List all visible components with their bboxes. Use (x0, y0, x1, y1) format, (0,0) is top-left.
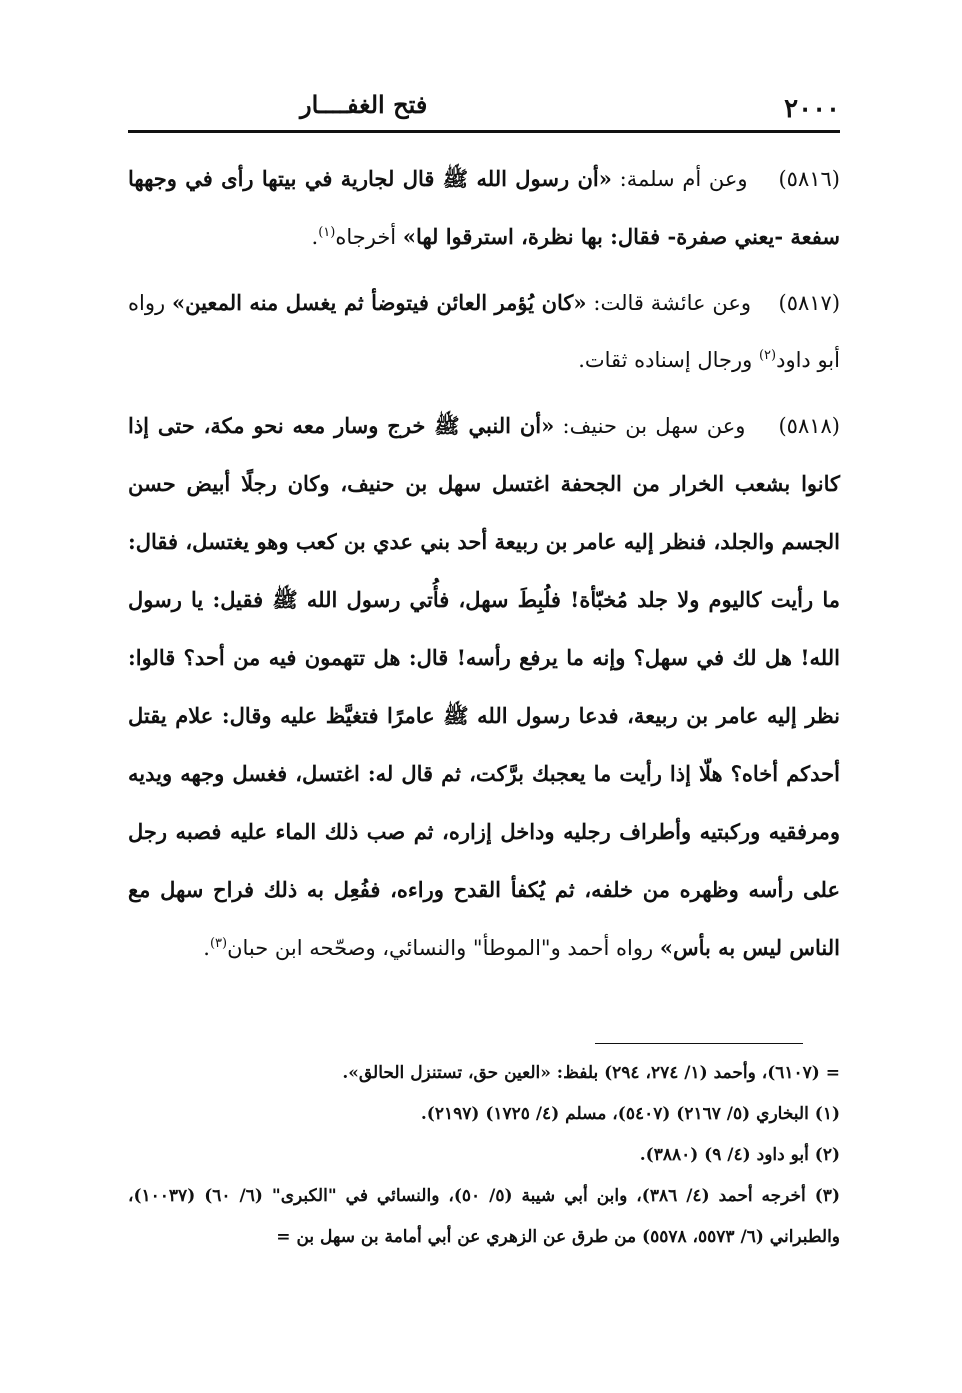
footnote-2: (٢) أبو داود (٤/ ٩) (٣٨٨٠). (639, 1145, 840, 1165)
hadith-number: (٥٨١٧) (778, 291, 841, 315)
hadith-source: رواه أحمد و"الموطأ" والنسائي، وصحّحه ابن حبان (227, 936, 660, 960)
footnote-ref: (٣) (209, 936, 228, 951)
hadith-end: . (311, 225, 319, 249)
footnote-rule (595, 1043, 803, 1044)
main-text (128, 150, 840, 985)
hadith-quote: «أن رسول الله ﷺ قال لجارية في بيتها رأى في وجهها سفعة -يعني صفرة- فقال: بها نظرة، استرقوا لها» (128, 166, 840, 249)
hadith-number: (٥٨١٦) (778, 167, 840, 191)
hadith-paragraph-5817 (128, 274, 840, 389)
footnote-continuation: = (٦١٠٧)، وأحمد (١/ ٢٧٤، ٢٩٤) بلفظ: «العين حق، تستنزل الحالق». (342, 1063, 840, 1083)
running-title: فتح الغفــــار (300, 90, 428, 119)
header-rule (128, 130, 840, 133)
hadith-end: . (203, 936, 210, 960)
footnote-1: (١) البخاري (٥/ ٢١٦٧) (٥٤٠٧)، مسلم (٤/ ١٧٢٥) (٢١٩٧). (420, 1104, 840, 1124)
hadith-intro: وعن أم سلمة: (611, 167, 748, 191)
hadith-source: أخرجاه (335, 225, 403, 249)
hadith-quote: «كان يُؤمر العائن فيتوضأ ثم يغسل منه المعين» (171, 290, 587, 315)
hadith-intro: وعن سهل بن حنيف: (554, 414, 746, 438)
page-header (128, 88, 840, 128)
hadith-paragraph-5818 (128, 397, 840, 977)
hadith-source: رواه أبو داود (128, 291, 840, 372)
hadith-quote: «أن النبي ﷺ خرج وسار معه نحو مكة، حتى إذا كانوا بشعب الخرار من الجحفة اغتسل سهل بن حنيف، وكان رجلًا أبيض حسن الجسم والجلد، فنظر إليه عامر بن ربيعة أحد بني عدي بن كعب وهو يغتسل، فقال: ما رأيت كاليوم ولا جلد مُخبّأة! فلُبِطَ سهل، فأُتي رسول الله ﷺ فقيل: يا رسول الله! هل لك في سهل؟ وإنه ما يرفع رأسه! قال: هل تتهمون فيه من أحد؟ قالوا: نظر إليه عامر بن ربيعة، فدعا رسول الله ﷺ عامرًا فتغيَّظ عليه وقال: علام يقتل أحدكم أخاه؟ هلّا إذا رأيت ما يعجبك برَّكت، ثم قال له: اغتسل، فغسل وجهه ويديه ومرفقيه وركبتيه وأطراف رجليه وداخل إزاره، ثم صب ذلك الماء عليه فصبه رجل على رأسه وظهره من خلفه، ثم يُكفأ القدح وراءه، ففُعِل به ذلك فراح سهل مع الناس ليس به بأس» (128, 413, 840, 960)
hadith-end: ورجال إسناده ثقات. (578, 348, 759, 372)
hadith-intro: وعن عائشة قالت: (586, 291, 752, 315)
footnote-ref: (٢) (758, 348, 777, 363)
footnotes (128, 1053, 840, 1258)
footnote-ref: (١) (318, 225, 336, 240)
hadith-number: (٥٨١٨) (778, 414, 840, 438)
footnote-3: (٣) أخرجه أحمد (٤/ ٣٨٦)، وابن أبي شيبة (٥/ ٥٠)، والنسائي في "الكبرى" (٦/ ٦٠) (١٠٠٣٧)، والطبراني (٦/ ٥٥٧٣، ٥٥٧٨) من طرق عن الزهري عن أبي أمامة بن سهل بن = (128, 1186, 840, 1247)
page-number: ٢٠٠٠ (784, 94, 840, 124)
hadith-paragraph-5816 (128, 150, 840, 266)
